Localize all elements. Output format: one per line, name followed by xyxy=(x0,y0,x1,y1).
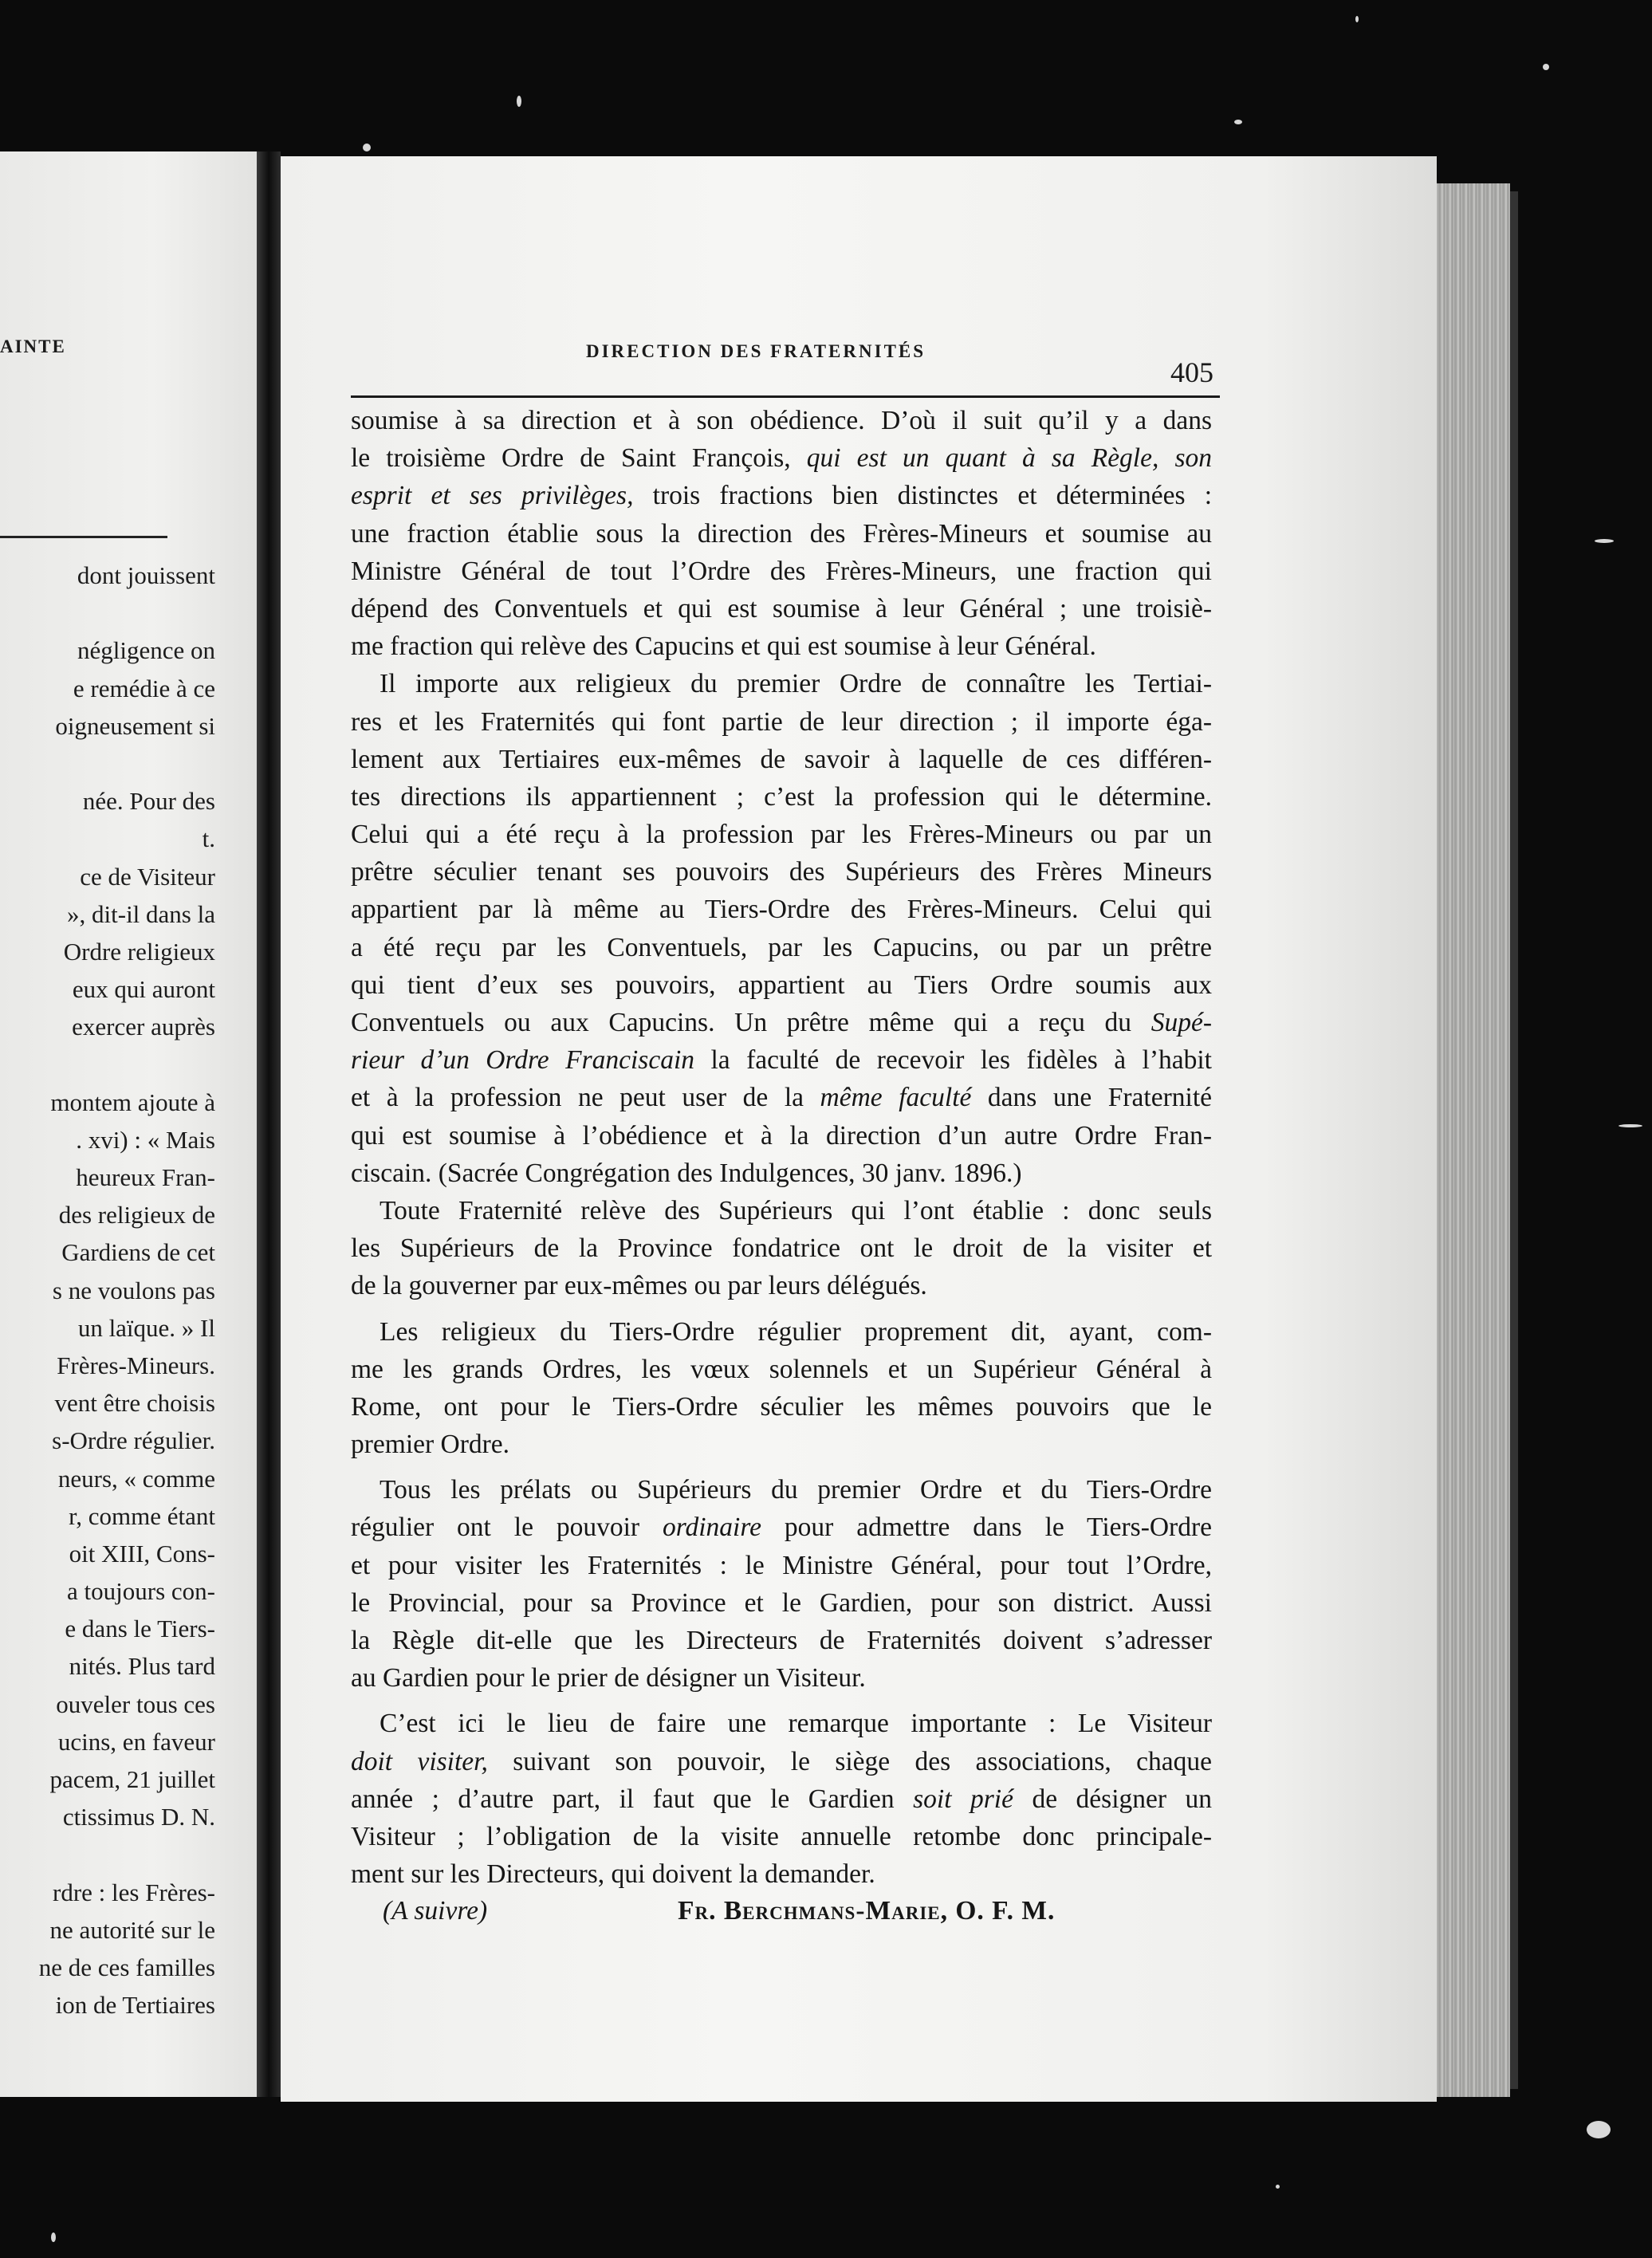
text-line: ment sur les Directeurs, qui doivent la demander. xyxy=(351,1859,875,1890)
page-number: 405 xyxy=(1170,356,1213,388)
text-line: de la gouverner par eux-mêmes ou par leurs délégués. xyxy=(351,1271,927,1301)
text-line: les Supérieurs de la Province fondatrice ont le droit de la visiter et xyxy=(351,1233,1212,1264)
text-line: Celui qui a été reçu à la profession par les Frères-Mineurs ou par un xyxy=(351,820,1212,850)
left-text-line xyxy=(0,745,215,782)
left-text-line xyxy=(0,1835,215,1873)
dust-speck xyxy=(1234,120,1242,124)
dust-speck xyxy=(1355,16,1359,22)
left-text-line: montem ajoute à xyxy=(50,1088,215,1116)
text-line: lement aux Tertiaires eux-mêmes de savoir à laquelle de ces différen- xyxy=(351,744,1212,774)
left-text-line xyxy=(0,594,215,631)
dust-speck xyxy=(1619,1124,1642,1127)
left-text-line: », dit-il dans la xyxy=(67,899,215,928)
body-text xyxy=(351,402,1212,1893)
left-text-line: exercer auprès xyxy=(72,1013,215,1041)
dust-speck xyxy=(1587,2121,1611,2138)
left-text-line: dont jouissent xyxy=(77,561,215,589)
left-text-line: e dans le Tiers- xyxy=(65,1615,215,1643)
text-line: rieur d’un Ordre Franciscain la faculté de recevoir les fidèles à l’habit xyxy=(351,1045,1212,1076)
left-text-line: Frères-Mineurs. xyxy=(57,1351,215,1379)
left-text-line: s-Ordre régulier. xyxy=(52,1426,215,1455)
page-edges xyxy=(1437,183,1510,2097)
text-line: qui tient d’eux ses pouvoirs, appartient au Tiers Ordre soumis aux xyxy=(351,970,1212,1000)
text-line: année ; d’autre part, il faut que le Gardien soit prié de désigner un xyxy=(351,1784,1212,1814)
dust-speck xyxy=(1276,2185,1280,2189)
left-page-text xyxy=(0,557,215,2024)
left-text-line: heureux Fran- xyxy=(76,1163,215,1191)
text-line: Les religieux du Tiers-Ordre régulier proprement dit, ayant, com- xyxy=(380,1316,1212,1347)
text-line: me fraction qui relève des Capucins et qui est soumise à leur Général. xyxy=(351,631,1096,662)
text-line: au Gardien pour le prier de désigner un Visiteur. xyxy=(351,1663,866,1694)
left-text-line: un laïque. » Il xyxy=(77,1313,215,1342)
author-signature: Fr. Berchmans-Marie, O. F. M. xyxy=(678,1896,1056,1926)
text-line: tes directions ils appartiennent ; c’est la profession qui le détermine. xyxy=(351,781,1212,812)
text-line: a été reçu par les Conventuels, par les Capucins, ou par un prêtre xyxy=(351,932,1212,962)
signature-line xyxy=(383,1896,1180,1936)
left-text-line: a toujours con- xyxy=(67,1577,215,1606)
text-line: me les grands Ordres, les vœux solennels et un Supérieur Général à xyxy=(351,1354,1212,1384)
left-text-line: eux qui auront xyxy=(72,975,215,1004)
text-line: Il importe aux religieux du premier Ordre de connaître les Tertiai- xyxy=(380,669,1212,699)
text-line: ciscain. (Sacrée Congrégation des Indulgences, 30 janv. 1896.) xyxy=(351,1158,1022,1188)
cover-edge xyxy=(1510,191,1518,2089)
text-line: Ministre Général de tout l’Ordre des Frères-Mineurs, une fraction qui xyxy=(351,556,1212,586)
left-running-head: AINTE xyxy=(0,336,66,356)
left-page xyxy=(0,151,257,2097)
left-text-line: ne autorité sur le xyxy=(49,1915,215,1944)
left-text-line: pacem, 21 juillet xyxy=(49,1765,215,1793)
left-text-line: ce de Visiteur xyxy=(80,862,215,891)
text-line: le troisième Ordre de Saint François, qui est un quant à sa Règle, son xyxy=(351,443,1212,474)
text-line: premier Ordre. xyxy=(351,1430,510,1460)
text-line: et pour visiter les Fraternités : le Ministre Général, pour tout l’Ordre, xyxy=(351,1550,1212,1580)
text-line: Rome, ont pour le Tiers-Ordre séculier les mêmes pouvoirs que le xyxy=(351,1391,1212,1422)
dust-speck xyxy=(51,2232,56,2242)
left-text-line: des religieux de xyxy=(58,1201,215,1229)
text-line: res et les Fraternités qui font partie de leur direction ; il importe éga- xyxy=(351,706,1212,737)
left-text-line: Ordre religieux xyxy=(63,937,215,966)
to-be-continued-note: (A suivre) xyxy=(383,1896,488,1926)
left-text-line: ouveler tous ces xyxy=(56,1690,215,1718)
left-text-line: . xvi) : « Mais xyxy=(76,1125,215,1154)
left-text-line: née. Pour des xyxy=(82,787,215,816)
dust-speck xyxy=(1595,539,1614,543)
left-text-line: nités. Plus tard xyxy=(69,1652,215,1681)
left-text-line: rdre : les Frères- xyxy=(53,1878,215,1906)
left-text-line: Gardiens de cet xyxy=(61,1238,215,1267)
left-text-line: vent être choisis xyxy=(54,1389,215,1418)
left-text-line: s ne voulons pas xyxy=(52,1276,215,1304)
left-text-line: ucins, en faveur xyxy=(57,1727,215,1756)
text-line: Conventuels ou aux Capucins. Un prêtre même qui a reçu du Supé- xyxy=(351,1008,1212,1037)
header-rule xyxy=(351,395,1220,398)
text-line: Tous les prélats ou Supérieurs du premier Ordre et du Tiers-Ordre xyxy=(380,1475,1212,1505)
text-line: C’est ici le lieu de faire une remarque importante : Le Visiteur xyxy=(380,1709,1212,1739)
left-text-line: négligence on xyxy=(77,636,215,665)
text-line: et à la profession ne peut user de la même faculté dans une Fraternité xyxy=(351,1083,1212,1113)
text-line: dépend des Conventuels et qui est soumise à leur Général ; une troisiè- xyxy=(351,593,1212,624)
text-line: prêtre séculier tenant ses pouvoirs des Supérieurs des Frères Mineurs xyxy=(351,857,1212,887)
text-line: qui est soumise à l’obédience et à la direction d’un autre Ordre Fran- xyxy=(351,1120,1212,1151)
text-line: esprit et ses privilèges, trois fractions bien distinctes et déterminées : xyxy=(351,481,1212,511)
text-line: Visiteur ; l’obligation de la visite annuelle retombe donc principale- xyxy=(351,1821,1212,1851)
running-head: DIRECTION DES FRATERNITÉS xyxy=(586,341,926,361)
text-line: la Règle dit-elle que les Directeurs de Fraternités doivent s’adresser xyxy=(351,1626,1212,1655)
text-line: régulier ont le pouvoir ordinaire pour admettre dans le Tiers-Ordre xyxy=(351,1513,1212,1543)
left-text-line: t. xyxy=(202,824,215,853)
dust-speck xyxy=(517,96,521,107)
text-line: doit visiter, suivant son pouvoir, le siège des associations, chaque xyxy=(351,1746,1212,1776)
left-text-line: e remédie à ce xyxy=(73,674,215,702)
left-text-line: ne de ces familles xyxy=(38,1953,215,1981)
text-line: appartient par là même au Tiers-Ordre des Frères-Mineurs. Celui qui xyxy=(351,895,1212,925)
left-text-line xyxy=(0,1045,215,1083)
left-text-line: ion de Tertiaires xyxy=(55,1991,215,2020)
left-header-rule xyxy=(0,536,167,538)
left-text-line: neurs, « comme xyxy=(57,1464,215,1493)
text-line: soumise à sa direction et à son obédience. D’où il suit qu’il y a dans xyxy=(351,406,1212,435)
text-line: le Provincial, pour sa Province et le Gardien, pour son district. Aussi xyxy=(351,1587,1212,1618)
left-text-line: r, comme étant xyxy=(69,1501,215,1530)
dust-speck xyxy=(363,144,371,151)
text-line: une fraction établie sous la direction des Frères-Mineurs et soumise au xyxy=(351,518,1212,549)
left-text-line: oigneusement si xyxy=(55,711,215,740)
book-gutter xyxy=(257,151,281,2097)
dust-speck xyxy=(1543,64,1549,70)
left-text-line: ctissimus D. N. xyxy=(62,1803,215,1831)
text-line: Toute Fraternité relève des Supérieurs qui l’ont établie : donc seuls xyxy=(380,1195,1212,1225)
left-text-line: oit XIII, Cons- xyxy=(69,1539,215,1568)
